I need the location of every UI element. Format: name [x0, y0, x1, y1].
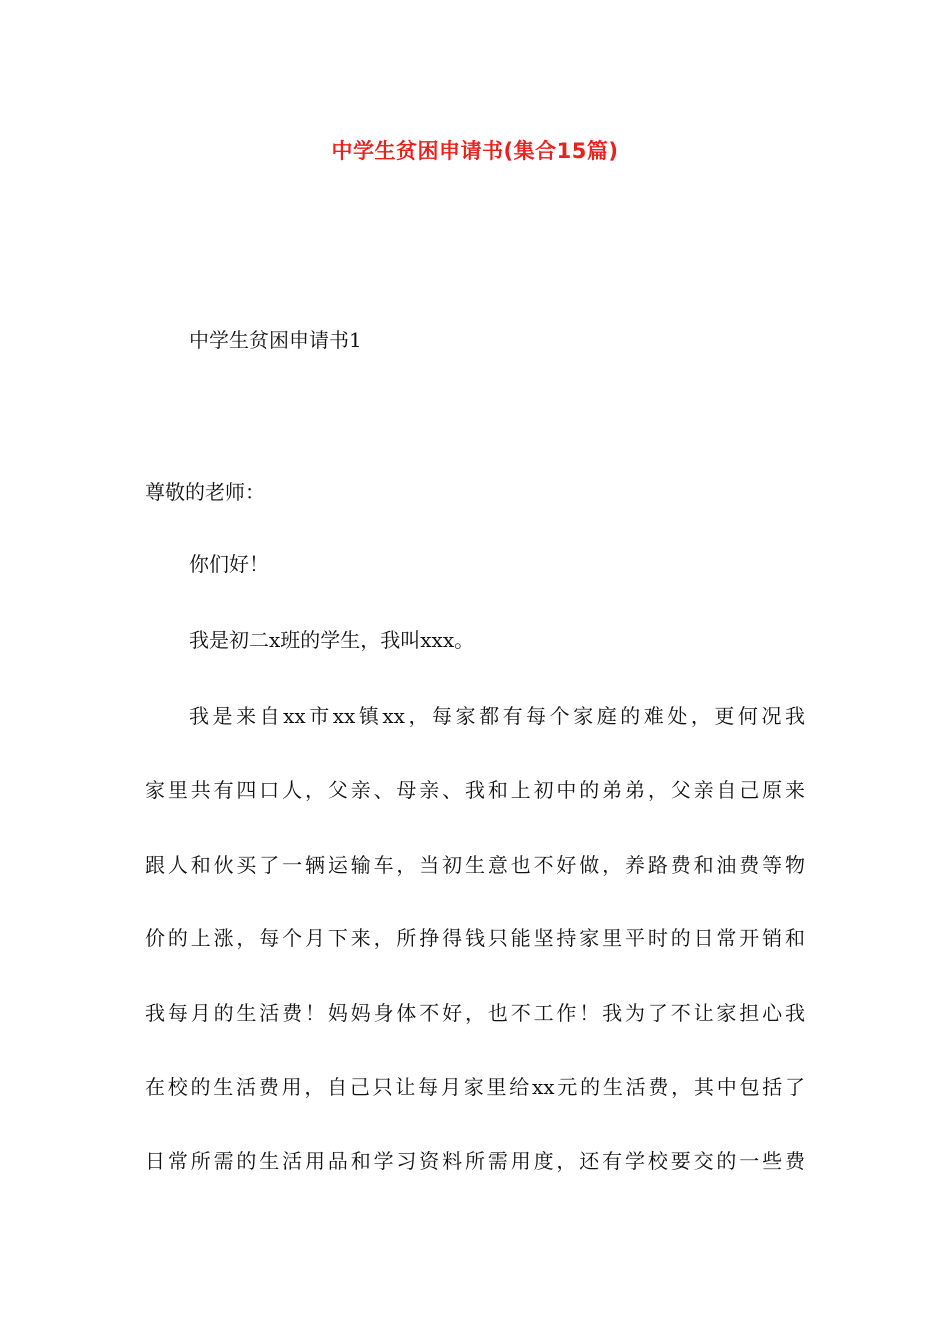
greeting: 你们好！ — [189, 552, 269, 576]
document-title: 中学生贫困申请书(集合15篇) — [331, 139, 619, 163]
body-line: 我是来自xx市xx镇xx，每家都有每个家庭的难处，更何况我 — [189, 704, 805, 728]
body-line: 我每月的生活费！妈妈身体不好，也不工作！我为了不让家担心我 — [145, 1001, 805, 1025]
body-line: 日常所需的生活用品和学习资料所需用度，还有学校要交的一些费 — [145, 1149, 805, 1173]
body-line: 跟人和伙买了一辆运输车，当初生意也不好做，养路费和油费等物 — [145, 853, 805, 877]
body-line: 在校的生活费用，自己只让每月家里给xx元的生活费，其中包括了 — [145, 1075, 805, 1099]
body-line: 价的上涨，每个月下来，所挣得钱只能坚持家里平时的日常开销和 — [145, 926, 805, 950]
section-heading: 中学生贫困申请书1 — [189, 328, 362, 352]
salutation: 尊敬的老师： — [145, 480, 265, 504]
intro-paragraph: 我是初二x班的学生，我叫xxx。 — [189, 628, 475, 652]
body-line: 家里共有四口人，父亲、母亲、我和上初中的弟弟，父亲自己原来 — [145, 778, 805, 802]
